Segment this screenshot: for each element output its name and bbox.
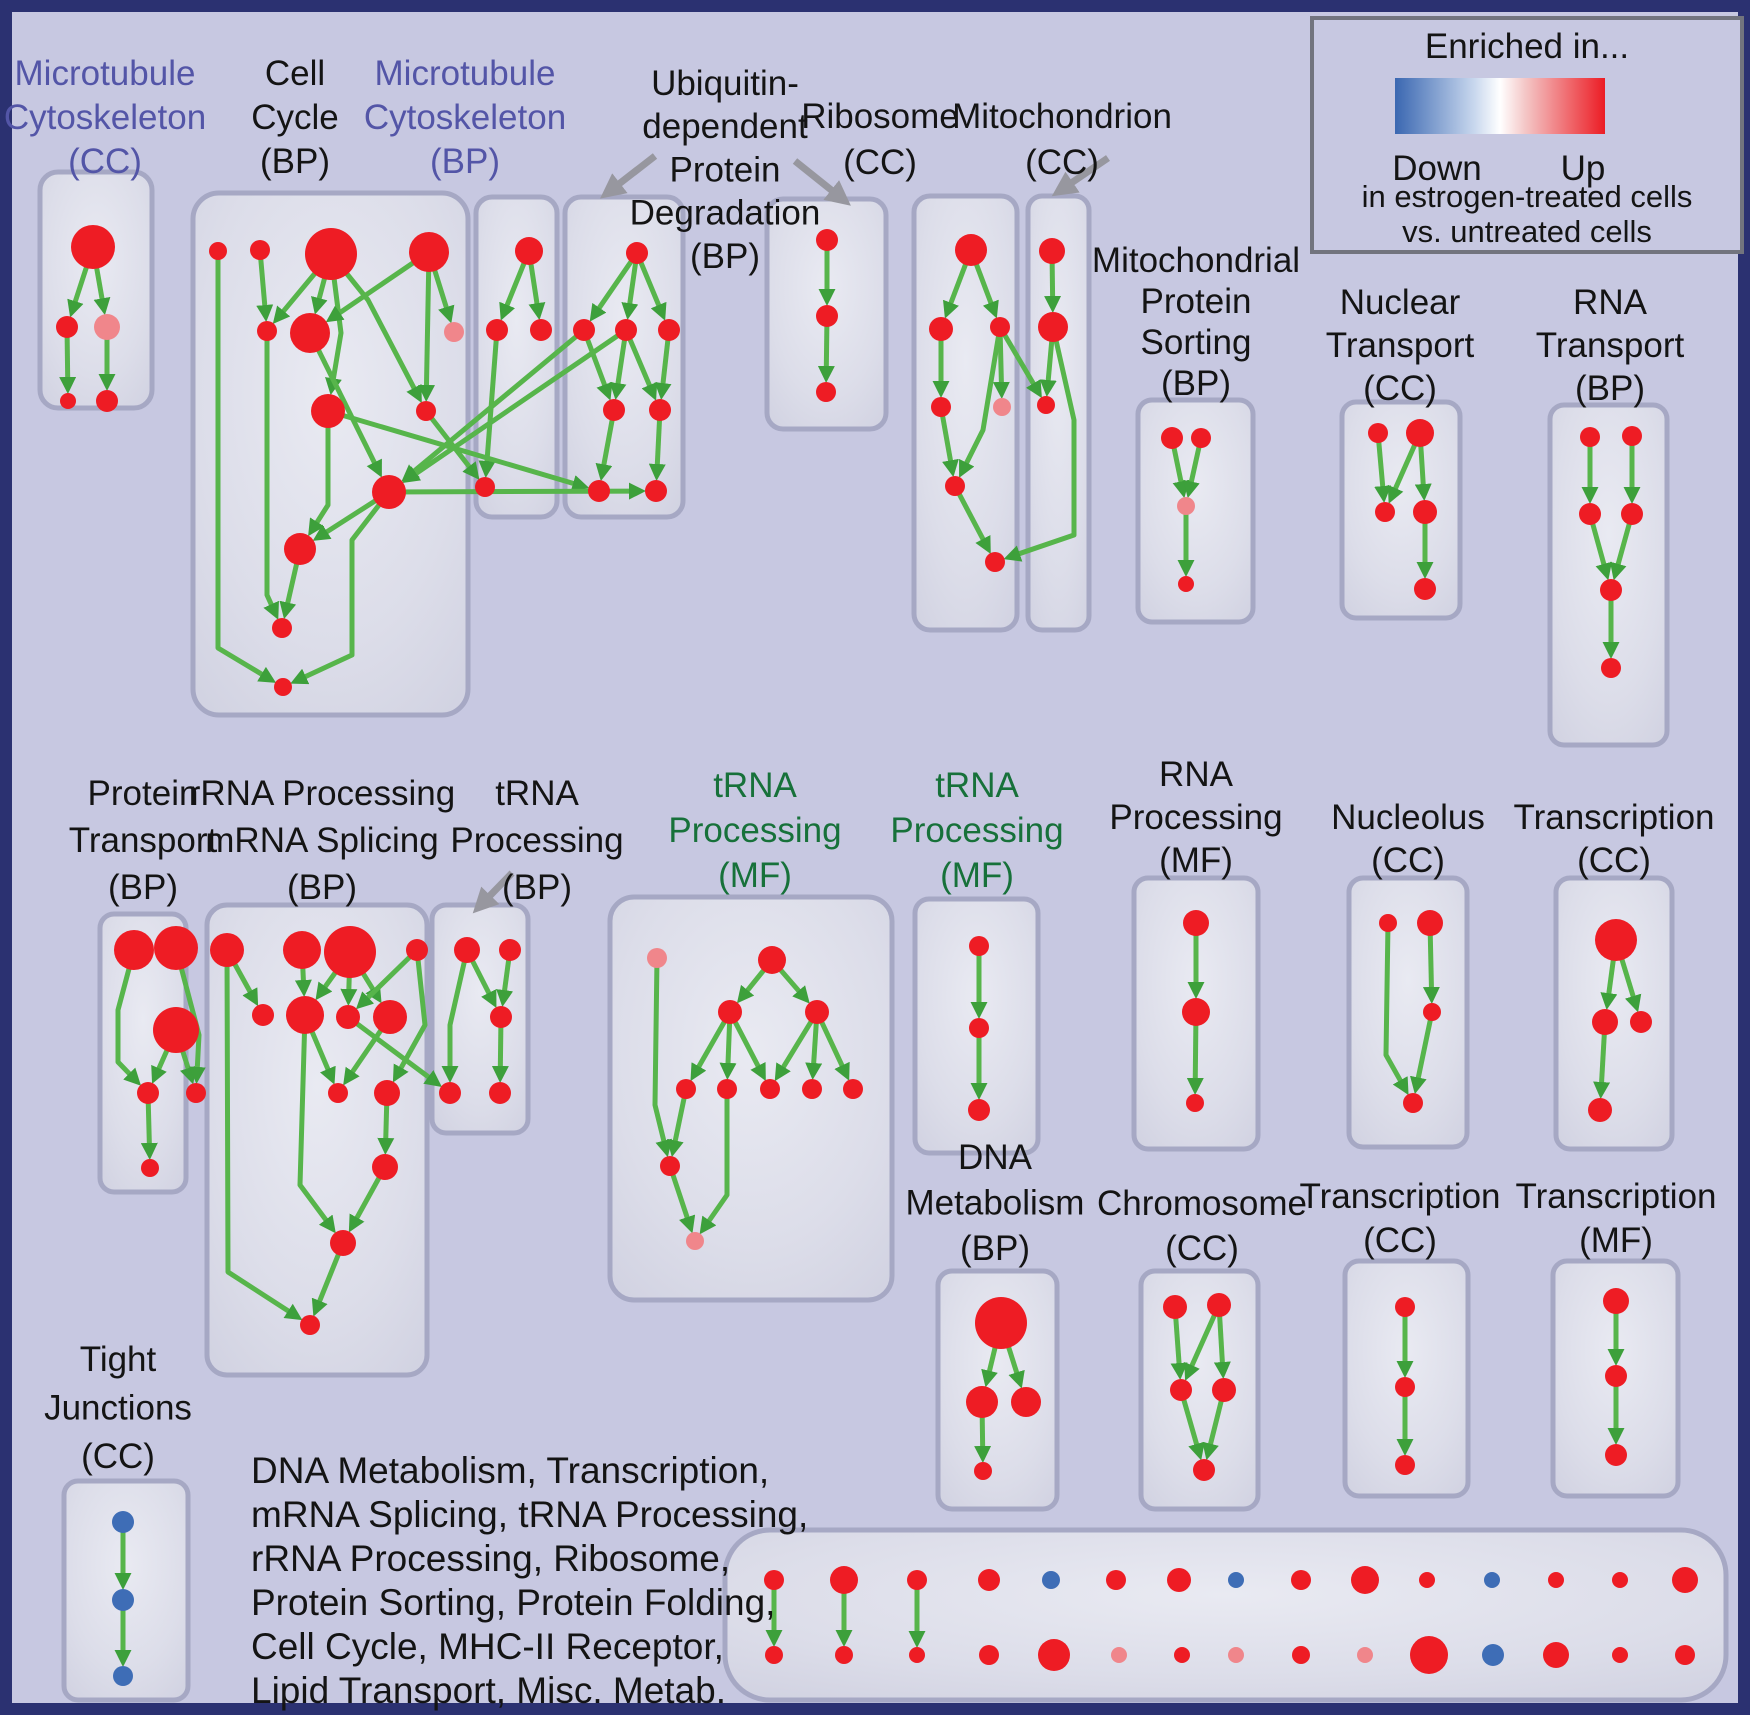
go-term-node-up: [1413, 500, 1437, 524]
go-term-node-up: [1368, 423, 1388, 443]
go-term-node-up: [985, 552, 1005, 572]
go-term-node-up: [626, 242, 648, 264]
go-term-node-up: [1163, 1295, 1187, 1319]
go-term-node-down: [1484, 1572, 1500, 1588]
go-term-node-up: [252, 1004, 274, 1026]
label-rna-transport-bp: Transport: [1535, 326, 1685, 365]
label-dna-metabolism-bp: Metabolism: [905, 1183, 1085, 1223]
label-trna-processing-bp: (BP): [502, 868, 572, 907]
go-term-node-up: [290, 313, 330, 353]
legend-down-label: Down: [1392, 149, 1482, 188]
go-term-node-up: [1395, 1377, 1415, 1397]
go-term-node-up: [907, 1570, 927, 1590]
go-term-node-up: [843, 1079, 863, 1099]
go-term-node-up: [615, 319, 637, 341]
label-ubiquitin-degradation-bp: Ubiquitin-: [651, 64, 799, 103]
go-term-node-up: [490, 1006, 512, 1028]
label-trna-processing-mf-large: tRNA: [713, 766, 797, 805]
caption-line: Protein Sorting, Protein Folding,: [251, 1582, 776, 1623]
label-cell-cycle-bp: (BP): [260, 142, 330, 181]
go-term-node-up: [439, 1082, 461, 1104]
label-ubiquitin-degradation-bp: Degradation: [629, 193, 821, 233]
label-nuclear-transport-cc: Nuclear: [1339, 283, 1461, 322]
label-protein-transport-bp: (BP): [108, 868, 178, 907]
caption-line: Cell Cycle, MHC-II Receptor,: [251, 1626, 724, 1667]
label-mitochondrial-protein-sorting-bp: (BP): [1161, 364, 1231, 403]
go-term-node-up: [1410, 1636, 1448, 1674]
go-term-node-up: [1291, 1570, 1311, 1590]
go-term-node-up: [649, 399, 671, 421]
legend-subline-2: vs. untreated cells: [1402, 214, 1652, 249]
caption-line: DNA Metabolism, Transcription,: [251, 1450, 770, 1491]
go-term-node-up: [186, 1083, 206, 1103]
go-term-node-up: [929, 317, 953, 341]
label-microtubule-cytoskeleton-bp: (BP): [430, 142, 500, 181]
go-term-node-up: [969, 1018, 989, 1038]
go-term-node-up: [274, 678, 292, 696]
label-nuclear-transport-cc: Transport: [1325, 326, 1475, 365]
go-term-node-up: [374, 1080, 400, 1106]
go-term-node-up: [1612, 1572, 1628, 1588]
go-term-node-up: [1351, 1566, 1379, 1594]
go-term-node-up: [603, 399, 625, 421]
go-term-node-weak-up: [1228, 1647, 1244, 1663]
go-term-node-up: [1038, 312, 1068, 342]
legend-up-label: Up: [1560, 149, 1606, 188]
go-term-node-down: [1482, 1644, 1504, 1666]
go-term-node-up: [805, 1000, 829, 1024]
go-term-node-up: [154, 926, 198, 970]
label-ribosome-cc: (CC): [843, 143, 917, 182]
go-term-node-up: [1579, 503, 1601, 525]
label-ubiquitin-degradation-bp: Protein: [669, 150, 781, 190]
label-tight-junctions-cc: Tight: [79, 1340, 157, 1379]
go-term-node-up: [336, 1005, 360, 1029]
go-term-node-up: [406, 939, 428, 961]
go-term-node-up: [1423, 1003, 1441, 1021]
go-term-node-up: [573, 319, 595, 341]
go-term-node-up: [328, 1083, 348, 1103]
label-nucleolus-cc: Nucleolus: [1331, 798, 1485, 837]
go-term-node-up: [1174, 1647, 1190, 1663]
go-term-node-up: [257, 321, 277, 341]
go-term-node-up: [1612, 1647, 1628, 1663]
go-term-node-up: [1037, 396, 1055, 414]
go-term-node-up: [1106, 1570, 1126, 1590]
go-term-node-down: [112, 1589, 134, 1611]
caption-line: mRNA Splicing, tRNA Processing,: [251, 1494, 809, 1535]
go-term-node-up: [931, 397, 951, 417]
group-box-microtubule-cc: [40, 172, 152, 408]
label-protein-transport-bp: Transport: [68, 821, 218, 860]
go-term-node-up: [286, 996, 324, 1034]
go-term-node-up: [1603, 1288, 1629, 1314]
label-mitochondrial-protein-sorting-bp: Mitochondrial: [1091, 241, 1301, 280]
legend-title: Enriched in...: [1424, 27, 1630, 66]
go-term-node-down: [113, 1666, 133, 1686]
go-term-node-up: [978, 1569, 1000, 1591]
label-ubiquitin-degradation-bp: dependent: [642, 107, 808, 147]
go-term-node-up: [372, 1154, 398, 1180]
go-term-node-up: [955, 234, 987, 266]
label-mitochondrial-protein-sorting-bp: Sorting: [1140, 323, 1252, 362]
label-trna-processing-mf-large: Processing: [668, 811, 842, 850]
go-term-node-up: [71, 225, 115, 269]
go-term-node-up: [324, 926, 376, 978]
go-term-node-up: [816, 382, 836, 402]
go-term-node-up: [209, 242, 227, 260]
label-protein-transport-bp: Protein: [87, 774, 199, 813]
label-trna-processing-mf-small: tRNA: [935, 766, 1019, 805]
go-term-node-weak-up: [993, 398, 1011, 416]
label-rna-transport-bp: RNA: [1573, 283, 1647, 322]
go-term-node-up: [96, 390, 118, 412]
label-trna-processing-mf-small: Processing: [890, 811, 1064, 850]
go-term-node-up: [300, 1315, 320, 1335]
label-ubiquitin-degradation-bp: (BP): [690, 236, 760, 276]
go-term-node-up: [1375, 502, 1395, 522]
legend-subline-1: in estrogen-treated cells: [1361, 179, 1693, 214]
go-term-node-up: [1212, 1378, 1236, 1402]
label-nuclear-transport-cc: (CC): [1363, 369, 1437, 408]
label-cell-cycle-bp: Cell: [264, 54, 326, 93]
go-term-node-up: [372, 475, 406, 509]
go-term-node-up: [1038, 1639, 1070, 1671]
edge-arrow-cell-cycle: [426, 252, 429, 396]
label-transcription-cc-mid: Transcription: [1513, 798, 1715, 837]
go-term-node-up: [409, 232, 449, 272]
label-chromosome-cc: Chromosome: [1096, 1184, 1308, 1223]
label-cell-cycle-bp: Cycle: [251, 98, 339, 137]
go-term-node-up: [1011, 1387, 1041, 1417]
go-term-node-up: [1167, 1568, 1191, 1592]
go-term-node-up: [1406, 419, 1434, 447]
go-term-node-up: [284, 533, 316, 565]
go-term-node-up: [475, 477, 495, 497]
label-transcription-cc-mid: (CC): [1577, 841, 1651, 880]
label-microtubule-cytoskeleton-bp: Microtubule: [374, 54, 556, 93]
go-term-node-up: [1588, 1098, 1612, 1122]
label-chromosome-cc: (CC): [1165, 1229, 1239, 1268]
go-term-node-up: [1580, 427, 1600, 447]
go-term-node-up: [1379, 914, 1397, 932]
go-term-node-up: [1621, 503, 1643, 525]
go-term-node-up: [1039, 238, 1065, 264]
go-term-node-up: [676, 1079, 696, 1099]
go-term-node-up: [979, 1645, 999, 1665]
go-term-node-up: [1161, 427, 1183, 449]
label-microtubule-cytoskeleton-bp: Cytoskeleton: [363, 98, 567, 137]
go-term-node-up: [1183, 910, 1209, 936]
go-term-node-weak-up: [647, 948, 667, 968]
go-term-node-up: [499, 939, 521, 961]
label-mitochondrion-cc: (CC): [1025, 143, 1099, 182]
go-term-node-weak-up: [686, 1232, 704, 1250]
go-term-node-up: [114, 930, 154, 970]
label-mitochondrial-protein-sorting-bp: Protein: [1140, 282, 1252, 321]
label-rrna-processing-mrna-splicing-bp: rRNA Processing: [188, 774, 456, 813]
label-transcription-cc-low: Transcription: [1299, 1177, 1501, 1216]
go-term-node-up: [717, 1079, 737, 1099]
go-term-node-up: [137, 1082, 159, 1104]
label-microtubule-cytoskeleton-cc: Microtubule: [14, 54, 196, 93]
label-trna-processing-bp: tRNA: [495, 774, 579, 813]
go-term-node-up: [1186, 1094, 1204, 1112]
label-tight-junctions-cc: (CC): [81, 1437, 155, 1476]
go-term-node-up: [760, 1079, 780, 1099]
go-term-node-up: [765, 1646, 783, 1664]
go-term-node-up: [1543, 1642, 1569, 1668]
go-term-node-up: [966, 1386, 998, 1418]
go-term-node-up: [909, 1647, 925, 1663]
go-term-node-up: [1601, 658, 1621, 678]
go-term-node-up: [1292, 1646, 1310, 1664]
go-term-node-weak-up: [444, 322, 464, 342]
go-term-node-up: [250, 240, 270, 260]
go-term-node-up: [305, 228, 357, 280]
go-term-node-up: [1170, 1379, 1192, 1401]
label-transcription-cc-low: (CC): [1363, 1221, 1437, 1260]
go-term-node-up: [1630, 1011, 1652, 1033]
go-term-node-weak-up: [94, 314, 120, 340]
go-term-node-up: [718, 1000, 742, 1024]
go-term-node-up: [1605, 1365, 1627, 1387]
go-term-node-weak-up: [1111, 1647, 1127, 1663]
go-term-node-weak-up: [1357, 1647, 1373, 1663]
go-term-node-up: [330, 1230, 356, 1256]
label-dna-metabolism-bp: (BP): [960, 1229, 1030, 1268]
label-ribosome-cc: Ribosome: [801, 97, 959, 136]
go-term-node-up: [1395, 1455, 1415, 1475]
label-rna-processing-mf: RNA: [1159, 755, 1233, 794]
go-term-node-up: [645, 480, 667, 502]
go-term-node-up: [1414, 578, 1436, 600]
label-nucleolus-cc: (CC): [1371, 841, 1445, 880]
group-box-nuclear-transport: [1342, 402, 1460, 618]
label-trna-processing-mf-small: (MF): [940, 856, 1014, 895]
go-term-node-up: [1605, 1444, 1627, 1466]
go-term-node-up: [758, 946, 786, 974]
go-term-node-up: [1395, 1297, 1415, 1317]
label-dna-metabolism-bp: DNA: [958, 1138, 1032, 1177]
go-term-node-up: [530, 319, 552, 341]
caption-line: rRNA Processing, Ribosome,: [251, 1538, 731, 1579]
go-term-node-up: [969, 936, 989, 956]
go-term-node-up: [816, 305, 838, 327]
go-term-node-up: [1419, 1572, 1435, 1588]
go-term-node-up: [990, 317, 1010, 337]
go-term-node-up: [1191, 428, 1211, 448]
label-rna-processing-mf: Processing: [1109, 798, 1283, 837]
go-term-node-up: [945, 476, 965, 496]
go-term-node-up: [974, 1462, 992, 1480]
go-term-node-up: [1675, 1645, 1695, 1665]
go-term-node-up: [1622, 426, 1642, 446]
go-term-node-up: [60, 393, 76, 409]
go-term-node-up: [153, 1007, 199, 1053]
go-term-node-up: [968, 1099, 990, 1121]
go-term-node-up: [658, 319, 680, 341]
go-term-node-up: [1548, 1572, 1564, 1588]
label-microtubule-cytoskeleton-cc: Cytoskeleton: [3, 98, 207, 137]
label-transcription-mf: (MF): [1579, 1221, 1653, 1260]
go-term-node-up: [373, 1000, 407, 1034]
label-rrna-processing-mrna-splicing-bp: (BP): [287, 868, 357, 907]
go-term-node-up: [588, 480, 610, 502]
go-term-node-up: [454, 937, 480, 963]
go-term-node-up: [515, 237, 543, 265]
go-term-node-up: [1182, 998, 1210, 1026]
go-term-node-down: [112, 1511, 134, 1533]
go-term-node-up: [835, 1646, 853, 1664]
go-term-node-up: [311, 394, 345, 428]
group-box-misc-combined: [725, 1530, 1726, 1700]
go-term-node-up: [210, 933, 244, 967]
go-term-node-up: [489, 1082, 511, 1104]
go-term-node-up: [141, 1159, 159, 1177]
go-term-node-up: [1592, 1009, 1618, 1035]
go-term-node-up: [1417, 910, 1443, 936]
go-term-node-down: [1042, 1571, 1060, 1589]
go-term-node-up: [272, 618, 292, 638]
go-term-node-up: [660, 1156, 680, 1176]
legend-gradient-bar: [1395, 78, 1605, 134]
label-rrna-processing-mrna-splicing-bp: mRNA Splicing: [205, 821, 439, 860]
go-term-node-weak-up: [1177, 497, 1195, 515]
go-term-node-up: [1207, 1293, 1231, 1317]
go-term-node-up: [1595, 919, 1637, 961]
label-rna-transport-bp: (BP): [1575, 369, 1645, 408]
go-term-node-up: [830, 1566, 858, 1594]
label-trna-processing-bp: Processing: [450, 821, 624, 860]
group-box-rna-transport: [1550, 405, 1667, 745]
go-term-node-up: [56, 316, 78, 338]
go-term-node-up: [486, 319, 508, 341]
go-term-node-up: [1600, 579, 1622, 601]
label-transcription-mf: Transcription: [1515, 1177, 1717, 1216]
go-term-node-up: [283, 931, 321, 969]
go-term-node-up: [1403, 1093, 1423, 1113]
go-term-node-up: [416, 401, 436, 421]
legend-layer: [1312, 18, 1742, 252]
go-term-node-up: [802, 1079, 822, 1099]
go-term-node-up: [975, 1297, 1027, 1349]
go-term-node-up: [1193, 1459, 1215, 1481]
caption-line: Lipid Transport, Misc. Metab.: [251, 1670, 727, 1711]
label-trna-processing-mf-large: (MF): [718, 856, 792, 895]
go-term-node-up: [1178, 576, 1194, 592]
go-term-node-up: [1672, 1567, 1698, 1593]
go-term-node-down: [1228, 1572, 1244, 1588]
label-tight-junctions-cc: Junctions: [44, 1388, 192, 1428]
label-mitochondrion-cc: Mitochondrion: [952, 97, 1172, 136]
label-rna-processing-mf: (MF): [1159, 841, 1233, 880]
label-microtubule-cytoskeleton-cc: (CC): [68, 142, 142, 181]
